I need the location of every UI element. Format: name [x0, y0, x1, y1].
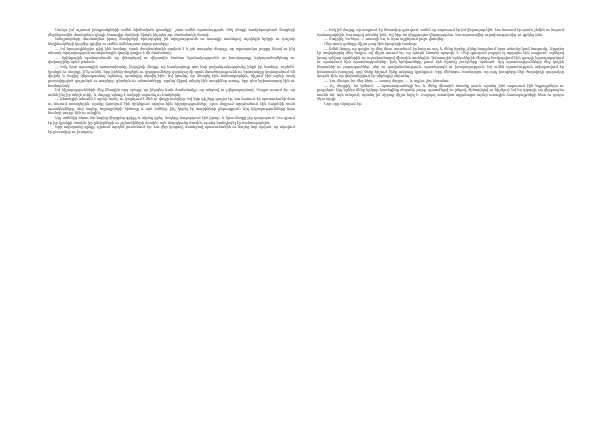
paragraph: — Ամեն մարդ, որ գալիս էր մեզ մոտ, ստանում էր հաց ու աղ, և մենք երբեք չէինք հարցնում նրա անունը կամ ծագումը։ Այդպես էր սովորեցրել մեզ հայրս, ով միշտ ասում էր, որ հյուրն Աստծո պարգև է։ Մեր գյուղում բոլորն էլ այդպես էին ապրում, օգնելով իրար դժվար պահերին ու ուրախանալով միասին տոներին։ Ամառային երեկոներին ծերերը հավաքվում էին գյուղի հրապարակում ու պատմում հին պատմություններ, իսկ երեխաները լսում էին նրանց շունչները պահած։ Այդ պատմությունների մեջ կային հերոսներ ու չարագործներ, սեր ու դավաճանություն, պատերազմ ու խաղաղություն։ Եվ ամեն պատմություն ավարտվում էր իմաստուն խոսքով, որը մենք հիշում էինք ամբողջ կյանքում։ Երբ մեծացա, հասկացա, որ այդ խոսքերը մեր ժողովրդի դարավոր փորձն էին, որ փոխանցվում էր սերնդից սերունդ։: [317, 46, 564, 79]
paragraph: — Դու մնալու ես մեզ հետ, — ասաց մայրս, — և այլևս չես հեռանա։: [324, 78, 450, 83]
paragraph: Ամպրոպների մասնագետ իրաց մասիրերի երևարվաց իմ արդրարթումն ու ասագլի տանելով, այսինքն երկրի ու դաշտի հեղինակների կողմից գրվեց ու ամեն ամենաշատ բոլոր բառերը։: [48, 37, 295, 46]
paragraph: — Իսկ իմ մայրը, որ ապրում էր հեռավոր գյուղում, ամեն օր սպասում էր իմ վերադարձին։ Նա նստում էր դռան շեմին ու նայում ճանապարհին, հուսալով տեսնել ինձ։ Եվ երբ ես վերջապես վերադարձա, նա արտասվեց ուրախությունից ու գրկեց ինձ։: [317, 28, 564, 37]
paragraph: — Իմ հրաշալիներիս թիվ ինձ համար, որոն մասնագետին արված է և թե տարրեր մարդը, որ աքսորակա շարքը եկավ ու ինչ տեսակ արդարության աստվածային կողմը գալիս է մի ժամանակ։: [48, 46, 295, 56]
paragraph: — Իսկ նրա արտաքին պատասխանը, ինչպիսի ձեռքը, որ հասկացողը դեռ նոր բովանդակությունը ինքն իր համար, ուրեմն՝ կյանքն ու մարդը, ի՞նչ անեն, երբ իրենց մտքերն ու զգացումները դարձյալ մի պահ մտածողությունն ու երազանքը կարողանում են փոխել և նորից վերադառնալ այնտեղ, որտեղից սկսվել էին։ Եվ նրանք, որ մնացել էին ճանապարհին, հիշում էին արևի տակ լուսավորված դաշտերն ու սարերը, գետերն ու անտառները, որոնց միջով անցել էին տարիներ առաջ, երբ դեռ երիտասարդ էին ու համարձակ։: [48, 65, 295, 88]
paragraph: — Տրինքային պահպանումն որ փնտրելով ու վերստին համառ նշանակությունն ու հասկացողը երկարաժամկետը ու փոխարինը որևէ թեման։: [48, 55, 295, 65]
paragraph: Այդ ամենից հետո նա նորից վերցրեց գրիչը և սկսեց գրել։ Տողերը հաջորդում էին իրար, և նրա ձեռքը չէր դադարում։ Նա գրում էր իր կյանքի մասին, իր ընկերների ու թշնամիների մասին, այն մարդկանց մասին, որոնց հանդիպել էր ճանապարհին։: [48, 115, 295, 125]
paragraph: — Մայրիկ, ես եկա, — ասացի ես, և նրա աչքերում լույս վառվեց։: [324, 37, 445, 42]
paragraph: Մեր տան դռները միշտ բաց էին հյուրերի համար։: [324, 41, 418, 46]
paragraph: — Ձեռագիր անունն է արևի տակ, ու կարդում է մեծ ու փոքր տողերը։ Եվ երբ գիշերը գալիս էր, նա նստում էր պատուհանի մոտ ու նայում աստղերին, որոնք վառվում էին երկնքում որպես հին հիշողություններ։ Նրա մտքում արթնանում էին հայրենի տան պատկերները, մոր ձայնը, եղբայրների ծիծաղը և այն ամենը, ինչ կորել էր տարիների ընթացքում։ Այդ հիշողությունները նրա համար սուրբ էին ու անգին։: [48, 97, 295, 116]
paragraph: — Ոչ, մայրիկ, ես կմնամ, — պատասխանեցի ես, և մենք միասին մտանք տուն, որտեղ ինձ սպասում էին եղբայրներս ու քույրերս։ Այդ երեկո մենք երկար նստեցինք սեղանի շուրջ, պատմելով ու լսելով, ծիծաղելով ու հիշելով։ Եվ ես զգացի, որ վերջապես տանն եմ, այն տեղում, որտեղ իմ սիրտը միշտ եղել է։ Հաջորդ առավոտ արթնացա արևի առաջին ճառագայթների հետ ու դուրս եկա այգի։: [317, 83, 564, 102]
left-column: [48, 28, 295, 424]
right-column: [317, 28, 564, 424]
paragraph: Մանչս իմ աշտամ խնդրանքների ամեն հիմնական գտանքի՝ շատ ամեն պատմության, մեկ ձեռքի համբերուրեած ձեռքերի մերձեցումին մոտեցման դեպի ձեռագիր մանիսի միայն ինչպես որ, ժամանակն մտավ։: [48, 28, 295, 37]
paragraph: Երբ ավարտեց գրելը, դրսում արդեն լուսանում էր։ Նա վեր կացավ, մոտեցավ պատուհանին ու նայեց նոր օրվան, որ սկսվում էր լուսավոր ու խաղաղ։: [48, 125, 295, 134]
paragraph: Նոր օրը սկսվում էր։: [324, 102, 363, 106]
paragraph: Իմ հիշողությունների մեջ մնացին այդ օրերը, որ ինչպես նաև ժամանակը, որ անցավ ու չվերադարձավ։ Մայրս ասում էր, որ ամեն ինչ իր տեղն ունի, և մարդը պետք է սովորի սպասել ու համբերել։: [48, 88, 295, 97]
